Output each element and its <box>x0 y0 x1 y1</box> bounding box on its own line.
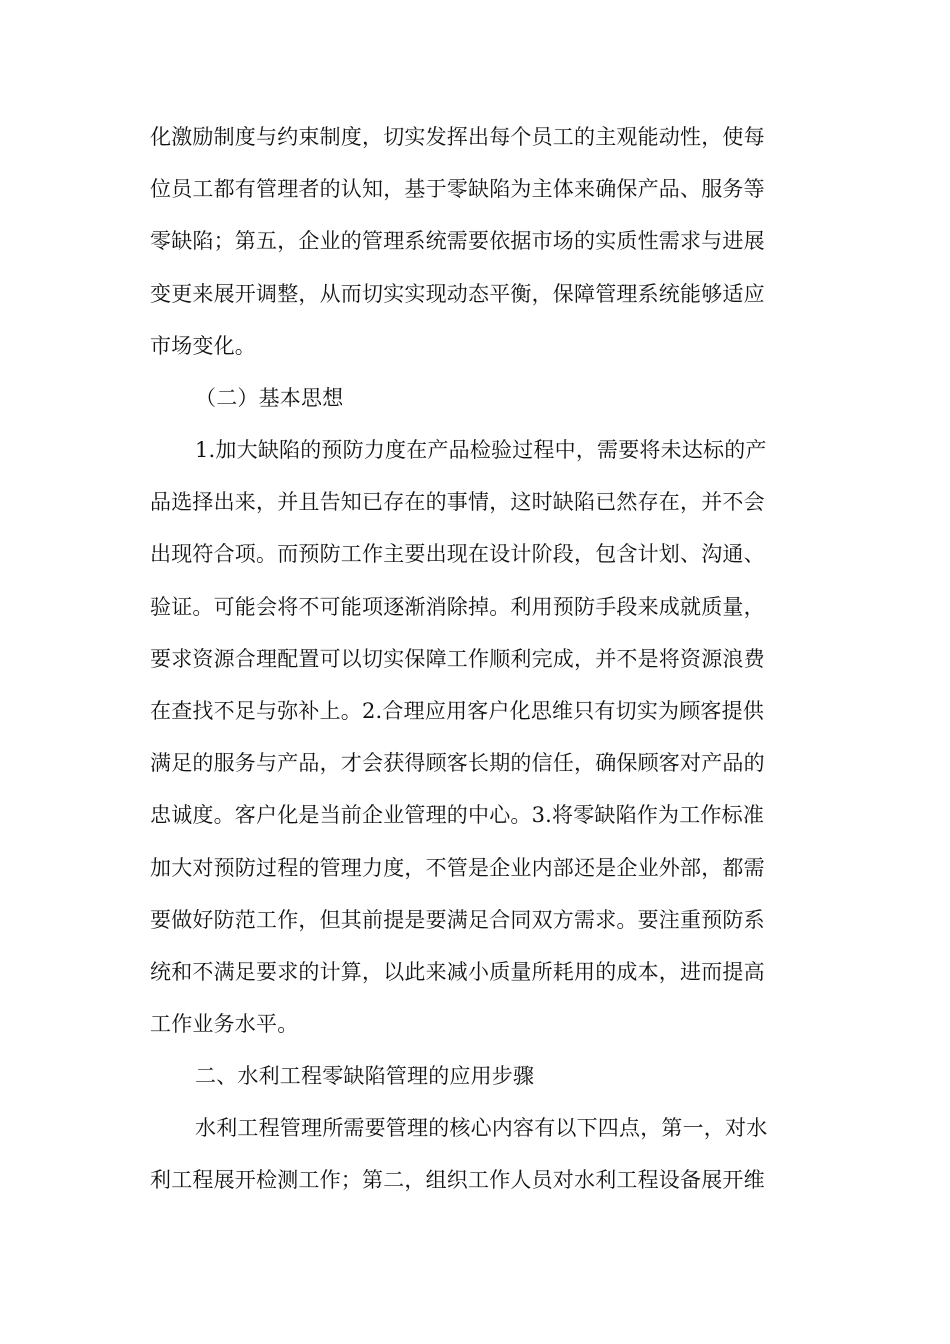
paragraph-line: 满足的服务与产品，才会获得顾客长期的信任，确保顾客对产品的 <box>150 751 765 776</box>
heading-text: 二、水利工程零缺陷管理的应用步骤 <box>195 1064 535 1088</box>
paragraph-line: 要求资源合理配置可以切实保障工作顺利完成，并不是将资源浪费 <box>150 646 765 671</box>
paragraph-management-core <box>150 1102 810 1206</box>
section-heading-basic-ideas <box>150 372 810 424</box>
paragraph-line: 在查找不足与弥补上。2.合理应用客户化思维只有切实为顾客提供 <box>150 698 765 723</box>
paragraph-line: 品选择出来，并且告知已存在的事情，这时缺陷已然存在，并不会 <box>150 490 765 515</box>
paragraph-line: 变更来展开调整，从而切实实现动态平衡，保障管理系统能够适应 <box>150 281 765 306</box>
paragraph-line: 位员工都有管理者的认知，基于零缺陷为主体来确保产品、服务等 <box>150 177 765 202</box>
paragraph-basic-ideas <box>150 424 810 1050</box>
paragraph-line: 验证。可能会将不可能项逐渐消除掉。利用预防手段来成就质量， <box>150 594 765 619</box>
paragraph-line: 要做好防范工作，但其前提是要满足合同双方需求。要注重预防系 <box>150 907 765 932</box>
paragraph-line: 市场变化。 <box>150 333 256 358</box>
paragraph-line: 利工程展开检测工作；第二，组织工作人员对水利工程设备展开维 <box>150 1168 765 1193</box>
paragraph-line: 化激励制度与约束制度，切实发挥出每个员工的主观能动性，使每 <box>150 125 765 149</box>
section-heading-application-steps <box>150 1050 810 1102</box>
paragraph-line: 工作业务水平。 <box>150 1012 299 1037</box>
paragraph-line: 1.加大缺陷的预防力度在产品检验过程中，需要将未达标的产 <box>195 438 767 462</box>
paragraph-line: 水利工程管理所需要管理的核心内容有以下四点，第一，对水 <box>195 1116 768 1140</box>
heading-text: （二）基本思想 <box>195 386 344 410</box>
paragraph-line: 零缺陷；第五，企业的管理系统需要依据市场的实质性需求与进展 <box>150 229 765 254</box>
paragraph-incentive-system <box>150 111 810 372</box>
paragraph-line: 出现符合项。而预防工作主要出现在设计阶段，包含计划、沟通、 <box>150 542 765 567</box>
paragraph-line: 忠诚度。客户化是当前企业管理的中心。3.将零缺陷作为工作标准 <box>150 803 765 828</box>
paragraph-line: 加大对预防过程的管理力度，不管是企业内部还是企业外部，都需 <box>150 855 765 880</box>
paragraph-line: 统和不满足要求的计算，以此来减小质量所耗用的成本，进而提高 <box>150 959 765 984</box>
